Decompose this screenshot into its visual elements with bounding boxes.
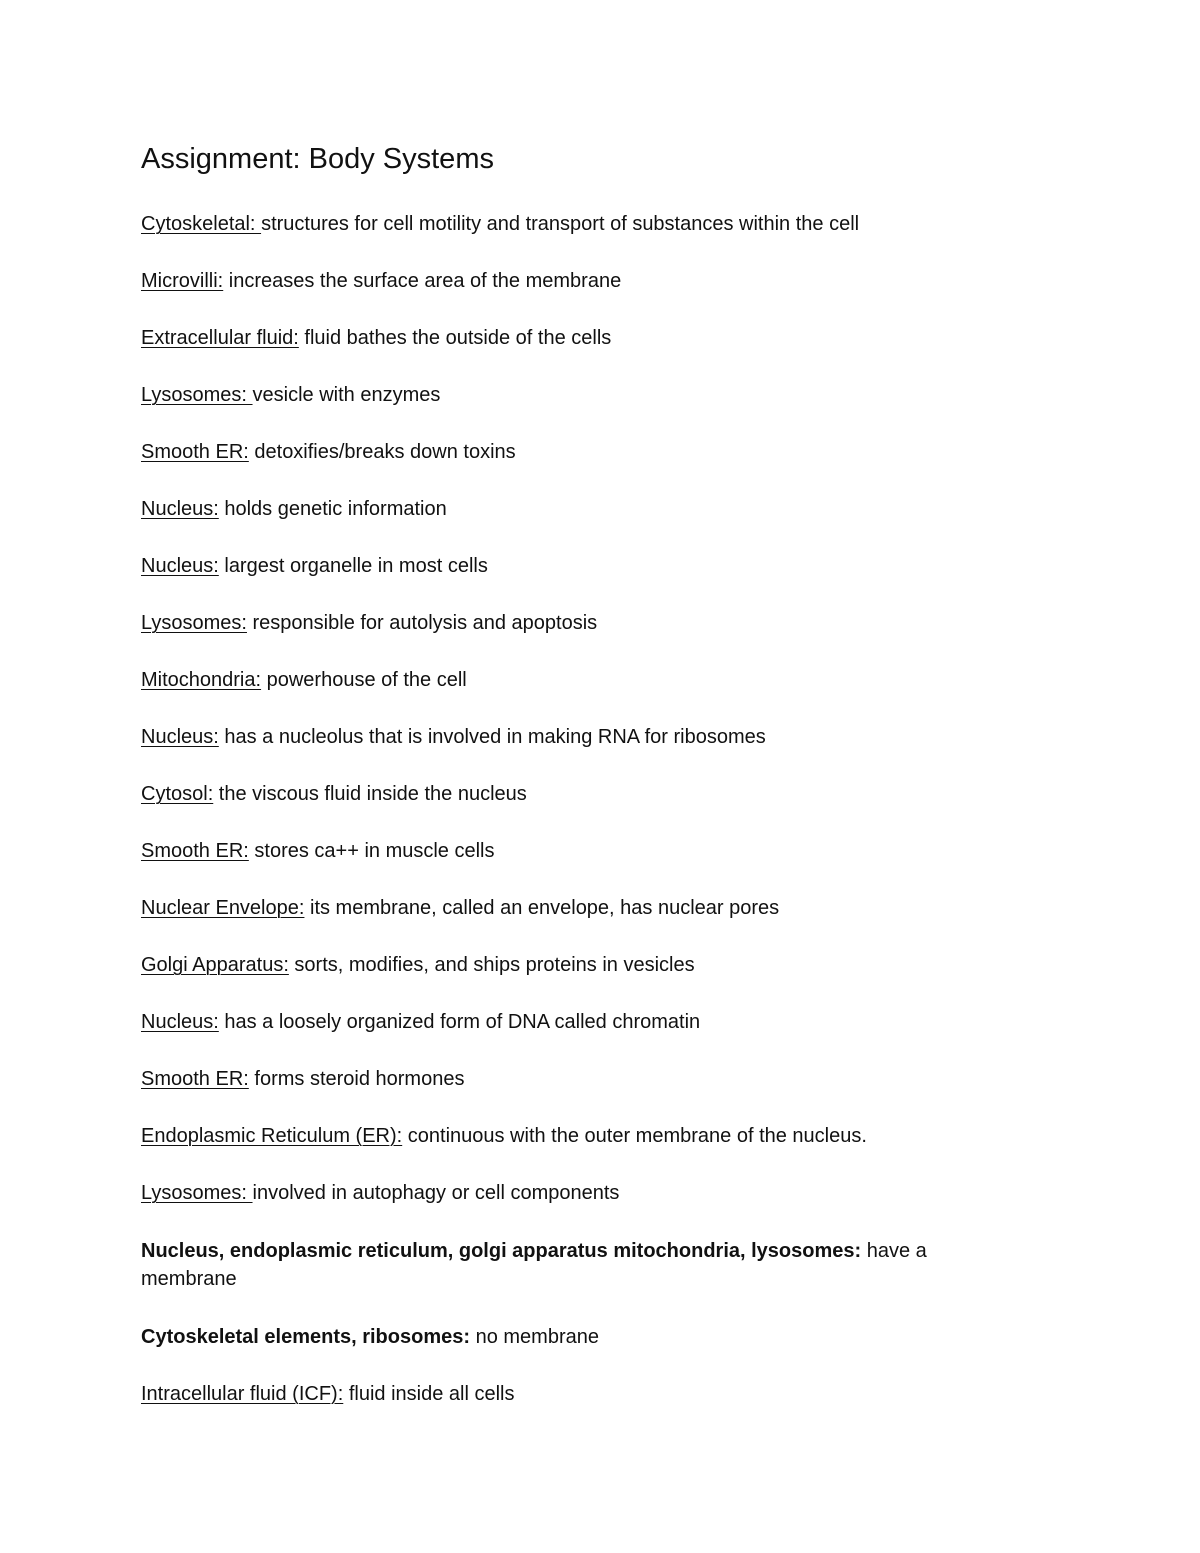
definition-text: sorts, modifies, and ships proteins in vesicles — [288, 954, 695, 976]
definition-text: no membrane — [470, 1326, 599, 1348]
list-item — [141, 1381, 1021, 1407]
term-label: Nuclear Envelope: — [141, 897, 305, 919]
list-item — [141, 553, 1021, 579]
term-label: Smooth ER: — [141, 1068, 249, 1090]
term-label: Lysosomes: — [141, 1182, 253, 1204]
term-label: Cytoskeletal elements, ribosomes: — [141, 1326, 471, 1348]
definition-text: largest organelle in most cells — [218, 555, 488, 577]
term-label: Smooth ER: — [141, 840, 249, 862]
list-item — [141, 496, 1021, 522]
term-label: Endoplasmic Reticulum (ER): — [141, 1125, 403, 1147]
definition-text: has a nucleolus that is involved in making RNA for ribosomes — [218, 726, 766, 748]
definition-text: the viscous fluid inside the nucleus — [213, 783, 527, 805]
definition-text: involved in autophagy or cell components — [252, 1182, 620, 1204]
term-label: Lysosomes: — [141, 612, 247, 634]
list-item — [141, 667, 1021, 693]
list-item — [141, 952, 1021, 978]
list-item — [141, 1180, 1021, 1206]
definition-text: vesicle with enzymes — [252, 384, 441, 406]
term-label: Nucleus: — [141, 726, 219, 748]
term-label: Golgi Apparatus: — [141, 954, 289, 976]
term-label: Lysosomes: — [141, 384, 253, 406]
list-item — [141, 1324, 1021, 1350]
definition-text: its membrane, called an envelope, has nuclear pores — [304, 897, 780, 919]
definition-text: responsible for autolysis and apoptosis — [246, 612, 598, 634]
term-label: Mitochondria: — [141, 669, 262, 691]
definition-text: have a membrane — [141, 1240, 927, 1290]
definition-text: detoxifies/breaks down toxins — [248, 441, 516, 463]
term-label: Nucleus: — [141, 1011, 219, 1033]
list-item — [141, 439, 1021, 465]
term-label: Microvilli: — [141, 270, 224, 292]
term-label: Cytoskeletal: — [141, 213, 262, 235]
page-title: Assignment: Body Systems — [141, 143, 494, 175]
list-item — [141, 1009, 1021, 1035]
list-item — [141, 268, 1021, 294]
definition-text: stores ca++ in muscle cells — [248, 840, 495, 862]
definition-text: has a loosely organized form of DNA called chromatin — [218, 1011, 701, 1033]
definition-text: increases the surface area of the membrane — [223, 270, 622, 292]
definition-text: fluid bathes the outside of the cells — [298, 327, 612, 349]
term-label: Nucleus, endoplasmic reticulum, golgi apparatus mitochondria, lysosomes: — [141, 1240, 862, 1262]
definition-text: continuous with the outer membrane of the nucleus. — [402, 1125, 867, 1147]
definition-list — [141, 211, 1021, 1438]
list-item — [141, 610, 1021, 636]
list-item — [141, 1066, 1021, 1092]
list-item — [141, 382, 1021, 408]
list-item — [141, 895, 1021, 921]
definition-text: fluid inside all cells — [343, 1383, 515, 1405]
list-item — [141, 325, 1021, 351]
term-label: Nucleus: — [141, 555, 219, 577]
definition-text: structures for cell motility and transport of substances within the cell — [261, 213, 860, 235]
list-item — [141, 724, 1021, 750]
term-label: Smooth ER: — [141, 441, 249, 463]
term-label: Cytosol: — [141, 783, 214, 805]
list-item — [141, 1123, 1021, 1149]
list-item — [141, 781, 1021, 807]
term-label: Intracellular fluid (ICF): — [141, 1383, 344, 1405]
term-label: Nucleus: — [141, 498, 219, 520]
list-item — [141, 838, 1021, 864]
term-label: Extracellular fluid: — [141, 327, 299, 349]
list-item — [141, 1237, 1021, 1293]
definition-text: forms steroid hormones — [248, 1068, 465, 1090]
definition-text: holds genetic information — [218, 498, 447, 520]
definition-text: powerhouse of the cell — [261, 669, 467, 691]
list-item — [141, 211, 1021, 237]
